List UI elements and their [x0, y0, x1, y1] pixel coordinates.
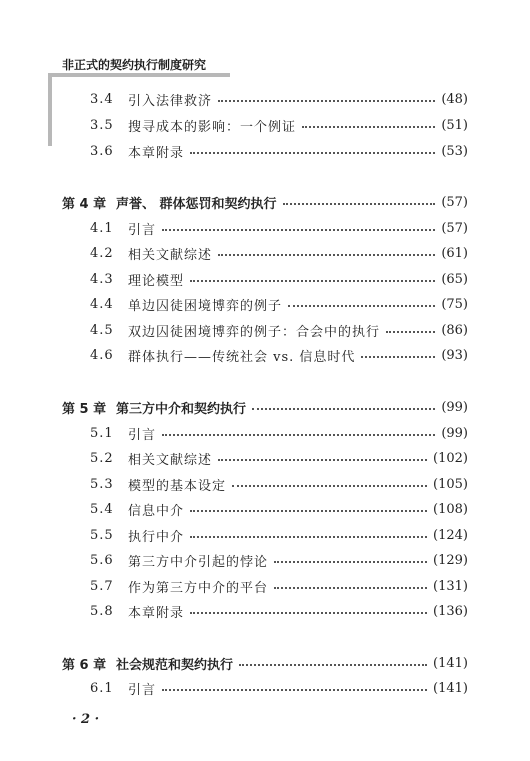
toc-entry-title: 本章附录: [128, 145, 185, 161]
toc-entry-page: (124): [433, 527, 468, 543]
toc-entry-page: (136): [433, 603, 468, 619]
toc-entry-number: 5.6: [90, 552, 114, 568]
dot-leader: [274, 587, 427, 589]
dot-leader: [288, 305, 435, 307]
toc-entry-title: 本章附录: [128, 605, 185, 621]
dot-leader: [190, 536, 427, 538]
toc-entry-page: (93): [441, 347, 468, 363]
dot-leader: [218, 254, 435, 256]
dot-leader: [252, 408, 435, 410]
toc-entry-page: (99): [441, 399, 468, 415]
dot-leader: [162, 689, 427, 691]
toc-entry-number: 4.1: [90, 220, 114, 236]
toc-entry-title: 第三方中介引起的悖论: [128, 554, 269, 570]
toc-entry-number: 4.3: [90, 271, 114, 287]
toc-entry-page: (99): [441, 425, 468, 441]
toc-entry-number: 4.4: [90, 296, 114, 312]
toc-entry-number: 第 6 章: [62, 657, 107, 673]
toc-entry-title: 社会规范和契约执行: [116, 657, 234, 673]
toc-entry-title: 相关文献综述: [128, 452, 213, 468]
toc-section-entry: [90, 89, 468, 109]
toc-section-entry: [90, 243, 468, 263]
toc-entry-page: (61): [441, 245, 468, 261]
toc-entry-title: 执行中介: [128, 529, 185, 545]
toc-section-entry: [90, 345, 468, 365]
dot-leader: [386, 331, 435, 333]
dot-leader: [361, 356, 435, 358]
dot-leader: [239, 664, 427, 666]
toc-entry-number: 5.4: [90, 501, 114, 517]
toc-entry-number: 5.5: [90, 527, 114, 543]
toc-entry-title: 引言: [128, 222, 157, 238]
dot-leader: [162, 229, 435, 231]
toc-entry-number: 4.5: [90, 322, 114, 338]
dot-leader: [190, 152, 435, 154]
toc-entry-title: 引入法律救济: [128, 93, 213, 109]
toc-entry-number: 3.4: [90, 91, 114, 107]
dot-leader: [232, 485, 427, 487]
toc-entry-title: 群体执行——传统社会 vs. 信息时代: [128, 349, 356, 365]
toc-entry-page: (131): [433, 578, 468, 594]
toc-entry-page: (108): [433, 501, 468, 517]
dot-leader: [190, 612, 427, 614]
toc-entry-number: 5.3: [90, 476, 114, 492]
running-header: 非正式的契约执行制度研究: [62, 58, 207, 72]
toc-entry-page: (57): [441, 220, 468, 236]
toc-entry-page: (48): [441, 91, 468, 107]
toc-entry-title: 单边囚徒困境博弈的例子: [128, 298, 283, 314]
toc-entry-title: 信息中介: [128, 503, 185, 519]
toc-entry-page: (102): [433, 450, 468, 466]
toc-entry-page: (141): [433, 680, 468, 696]
toc-entry-title: 双边囚徒困境博弈的例子：合会中的执行: [128, 324, 381, 340]
dot-leader: [218, 100, 435, 102]
toc-section-entry: [90, 320, 468, 340]
toc-entry-title: 声誉、 群体惩罚和契约执行: [116, 196, 277, 212]
toc-entry-title: 搜寻成本的影响：一个例证: [128, 119, 297, 135]
toc-entry-title: 作为第三方中介的平台: [128, 580, 269, 596]
dot-leader: [302, 126, 435, 128]
toc-section-entry: [90, 294, 468, 314]
toc-section-entry: [90, 474, 468, 494]
toc-section-entry: [90, 601, 468, 621]
toc-entry-page: (53): [441, 143, 468, 159]
header-rule-horizontal: [48, 73, 230, 77]
toc-entry-number: 3.5: [90, 117, 114, 133]
dot-leader: [162, 434, 435, 436]
toc-entry-number: 5.8: [90, 603, 114, 619]
toc-entry-title: 引言: [128, 682, 157, 698]
dot-leader: [283, 203, 436, 205]
toc-entry-title: 第三方中介和契约执行: [116, 401, 247, 417]
toc-section-entry: [90, 448, 468, 468]
toc-entry-page: (57): [441, 194, 468, 210]
toc-entry-number: 4.6: [90, 347, 114, 363]
toc-section-entry: [90, 115, 468, 135]
toc-entry-page: (141): [433, 655, 468, 671]
toc-section-entry: [90, 423, 468, 443]
toc-entry-title: 理论模型: [128, 273, 185, 289]
toc-entry-title: 模型的基本设定: [128, 478, 227, 494]
toc-entry-number: 3.6: [90, 143, 114, 159]
toc-entry-number: 4.2: [90, 245, 114, 261]
toc-entry-page: (75): [441, 296, 468, 312]
toc-entry-number: 第 4 章: [62, 196, 107, 212]
toc-section-entry: [90, 218, 468, 238]
toc-entry-number: 6.1: [90, 680, 114, 696]
toc-entry-number: 第 5 章: [62, 401, 107, 417]
toc-chapter-entry: [62, 192, 468, 212]
toc-entry-page: (105): [433, 476, 468, 492]
toc-entry-page: (65): [441, 271, 468, 287]
toc-section-entry: [90, 678, 468, 698]
toc-entry-page: (51): [441, 117, 468, 133]
toc-section-entry: [90, 550, 468, 570]
toc-chapter-entry: [62, 653, 468, 673]
toc-section-entry: [90, 269, 468, 289]
toc-entry-number: 5.2: [90, 450, 114, 466]
dot-leader: [218, 459, 427, 461]
toc-section-entry: [90, 525, 468, 545]
toc-section-entry: [90, 141, 468, 161]
toc-entry-title: 相关文献综述: [128, 247, 213, 263]
toc-chapter-entry: [62, 397, 468, 417]
toc-section-entry: [90, 499, 468, 519]
toc-entry-title: 引言: [128, 427, 157, 443]
dot-leader: [190, 510, 427, 512]
toc-entry-number: 5.7: [90, 578, 114, 594]
dot-leader: [190, 280, 435, 282]
toc-entry-page: (129): [433, 552, 468, 568]
dot-leader: [274, 561, 427, 563]
toc-section-entry: [90, 576, 468, 596]
header-rule-vertical: [48, 73, 52, 146]
page-number: · 2 ·: [72, 712, 100, 727]
toc-entry-number: 5.1: [90, 425, 114, 441]
toc-entry-page: (86): [441, 322, 468, 338]
